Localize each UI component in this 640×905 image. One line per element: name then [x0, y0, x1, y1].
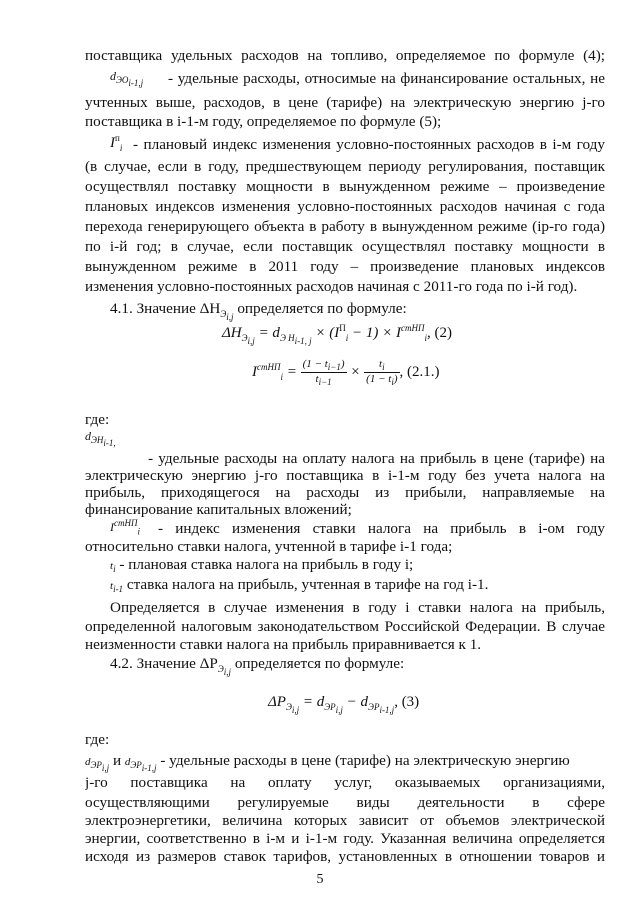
text-line: осуществлял поставку мощности в вынужденном режиме – произведение	[85, 178, 605, 195]
text-line: (в случае, если в году, предшествующем периоду регулирования, поставщик	[85, 158, 605, 175]
text-line: изменения условно-постоянных расходов начиная с 2011-го года по i-й год).	[85, 278, 578, 295]
page-number: 5	[316, 872, 324, 887]
formula-2-1: $I^{стНП}_i$ = $\frac{(1 - t_{i-1})}{t_{i-1}}$ × $\frac{t_i}{(1 - t_i)}$ , (2.1.)	[252, 358, 440, 388]
section-4-2-heading: 4.2. Значение $\Delta Р_{Э_{i,j}}$ определяется по формуле:	[110, 655, 405, 677]
text-line: - удельные расходы, относимые на финансирование остальных, не	[168, 70, 605, 87]
text-line: прибыль, приходящегося на расходы из прибыли, направляемые на	[85, 484, 605, 501]
text-line: электроэнергетики, величина которых зависит от объемов электрической	[85, 812, 605, 829]
text-line: определенной налоговым законодательством Российской Федерации. В случае	[85, 618, 605, 635]
text-line: по i-й год; в случае, если поставщик осуществлял поставку мощности в	[85, 238, 605, 255]
text-line: где:	[85, 731, 110, 748]
text-line: - индекс изменения ставки налога на прибыль в i-ом году	[158, 520, 605, 537]
text-line: осуществляющими регулируемые виды деятельности в сфере	[85, 794, 605, 811]
symbol-I-p: $I^п_i$	[110, 133, 123, 153]
text-line: учтенных выше, расходов, в цене (тарифе) на электрическую энергию j-го	[85, 94, 605, 111]
text-line: вынужденном режиме в 2011 году – произведение плановых индексов	[85, 258, 605, 275]
section-4-1-heading: 4.1. Значение $\Delta Н_{Э_{i,j}}$ определяется по формуле:	[110, 300, 407, 322]
text-line: поставщика в i-1-м году, определяемое по формуле (5);	[85, 113, 442, 130]
text-line: относительно ставки налога, учтенной в тарифе i-1 года;	[85, 538, 453, 555]
symbol-I-stnp: $I^{стНП}_i$	[110, 518, 141, 537]
definition-t-i: $t_i$ - плановая ставка налога на прибыль в году i;	[110, 556, 414, 575]
text-line: поставщика удельных расходов на топливо, определяемое по формуле (4);	[85, 47, 605, 64]
text-line: перехода генерирующего объекта в работу в вынужденном режиме (ip-го года)	[85, 218, 605, 235]
text-line: финансирование капитальных вложений;	[85, 501, 352, 518]
text-line: - плановый индекс изменения условно-постоянных расходов в i-м году	[133, 136, 605, 153]
definition-d-ep: $d_{ЭР_{i,j}}$ и $d_{ЭР_{i-1,j}}$ - удельные расходы в цене (тарифе) на электрическую энергию	[85, 752, 570, 773]
formula-2: $\Delta H_{Э_{i,j}} = d_{Э Н_{i-1, j}} \times (I^П_i - 1) \times I^{стНП}_i$, (2)	[222, 323, 452, 346]
text-line: энергии, соответственно в i-м и i-1-м году. Указанная величина определяется	[85, 830, 605, 847]
text-line: где:	[85, 411, 110, 428]
definition-t-i-1: $t_{i-1}$ ставка налога на прибыль, учтенная в тарифе на год i-1.	[110, 576, 489, 595]
text-line: неизменности ставки налога на прибыль приравнивается к 1.	[85, 636, 482, 653]
formula-3: $\Delta Р_{Э_{i,j}} = d_{ЭР_{i,j}} - d_{ЭР_{i-1,j}}$, (3)	[268, 694, 420, 715]
symbol-d-eo: $d_{ЭО_{i-1,j}}$	[110, 69, 144, 89]
symbol-d-en: $d_{ЭН_{i-1,}}$	[85, 429, 116, 449]
text-line: исходя из размеров ставок тарифов, установленных в отношении товаров и	[85, 848, 605, 865]
text-line: j-го поставщика на оплату услуг, оказываемых организациями,	[85, 774, 605, 791]
text-line: Определяется в случае изменения в году i ставки налога на прибыль,	[110, 599, 605, 616]
text-line: - удельные расходы на оплату налога на прибыль в цене (тарифе) на	[148, 450, 605, 467]
text-line: электрическую энергию j-го поставщика в i-1-м году без учета налога на	[85, 467, 605, 484]
text-line: плановых индексов изменения условно-постоянных расходов начиная с года	[85, 198, 605, 215]
